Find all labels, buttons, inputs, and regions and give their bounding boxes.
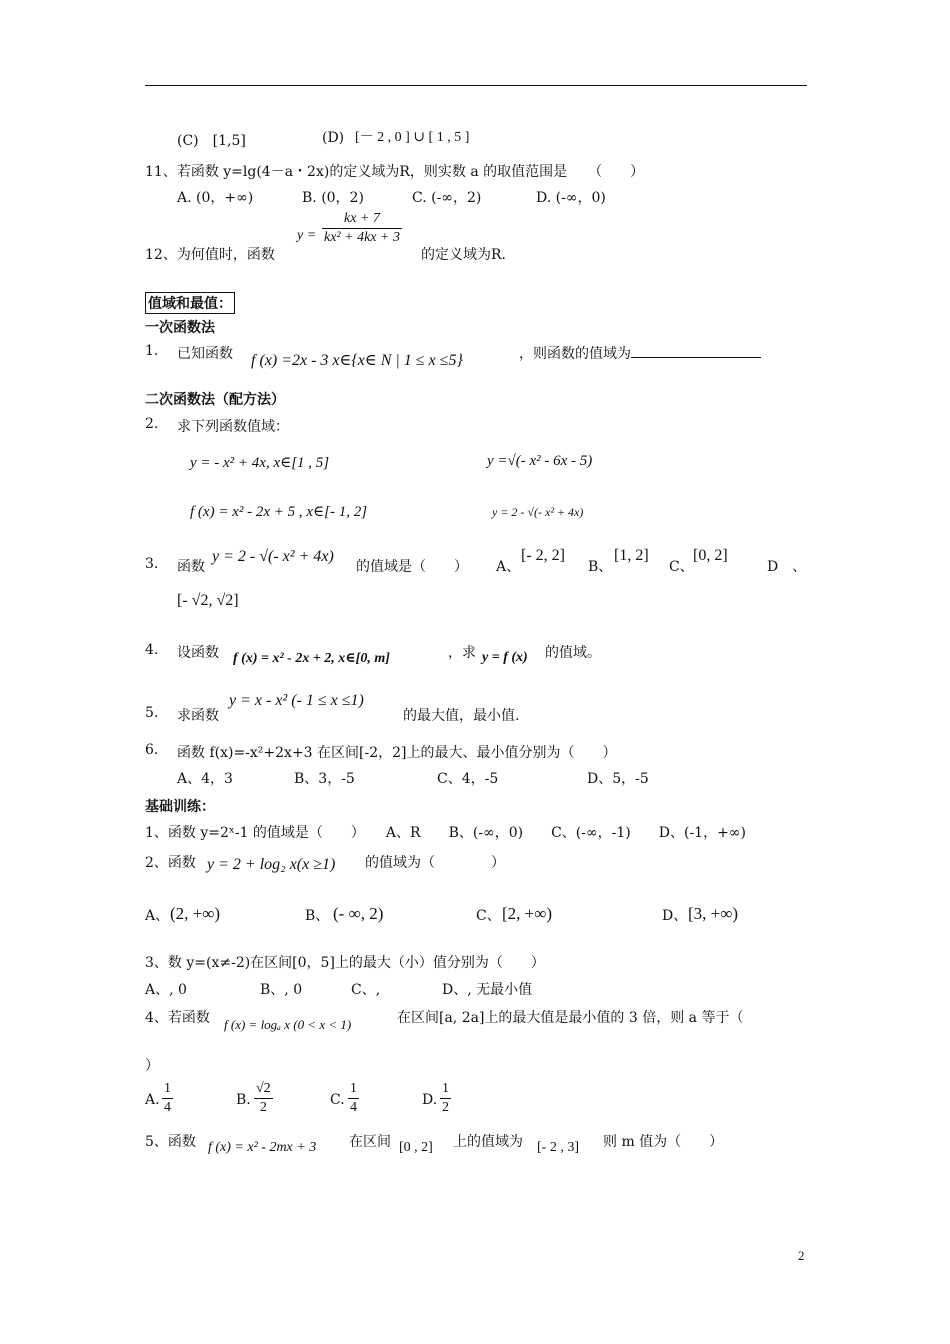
p3-prefix: 函数 [177,559,205,575]
p2-text: 求下列函数值域： [177,419,289,435]
section-linear-heading: 一次函数法 [145,320,215,336]
b5-interval-1: [0 , 2] [399,1140,433,1155]
b4-option-c-label: C. [330,1092,345,1108]
p1-suffix: ，则函数的值域为 [519,343,761,363]
p6-option-a: A、4，3 [177,771,233,787]
p3-option-d: [- √2, √2] [177,592,239,609]
q11-stem: 11、若函数 y=lg(4－a・2x)的定义域为R，则实数 a 的取值范围是 （ ） [145,164,645,180]
p4-math: f (x) = x² - 2x + 2, x∈[0, m] [233,651,390,666]
p2-expr-1: y = - x² + 4x, x∈[1 , 5] [190,455,330,471]
b2-option-c-label: C、 [476,908,501,924]
p3-option-a-label: A、 [496,559,521,575]
p3-option-a: [- 2, 2] [521,547,565,564]
section-basic-heading: 基础训练： [145,799,215,815]
b2-option-a-label: A、 [145,908,170,924]
p1-math: f (x) =2x - 3 x∈{x∈ N | 1 ≤ x ≤5} [251,352,463,369]
b3-stem: 3、数 y=(x≠-2)在区间[0，5]上的最大（小）值分别为（ ） [145,955,545,971]
section-quadratic-heading: 二次函数法（配方法） [145,392,285,408]
p6-option-c: C、4，-5 [437,771,499,787]
header-rule [145,85,807,86]
q12-numerator: kx + 7 [322,210,402,229]
q11-option-d: D. (-∞，0) [536,190,606,206]
q11-option-b: B. (0，2) [302,190,364,206]
p4-suffix: 的值域。 [545,645,601,661]
p4-math-2: y = f (x) [482,650,528,665]
p3-option-c-label: C、 [669,559,694,575]
b4-option-d-label: D. [422,1092,438,1108]
b2-math: y = 2 + log₂ x(x ≥1) [207,856,336,873]
q12-suffix: 的定义域为R. [421,247,506,263]
b2-option-d-label: D、 [662,908,688,924]
q10-option-c: (C) [1,5] [177,133,246,149]
b4-option-a: $\frac{1}{4}$ [164,1081,171,1115]
b4-option-d: $\frac{1}{2}$ [442,1081,449,1115]
p3-option-b-label: B、 [588,559,613,575]
b3-option-b: B、, 0 [260,982,303,998]
q12-prefix: 12、为何值时，函数 [145,247,275,263]
p5-suffix: 的最大值，最小值. [403,708,520,724]
b2-option-b: (- ∞, 2) [333,904,384,923]
b4-option-c: $\frac{1}{4}$ [350,1081,357,1115]
section-range-heading: 值域和最值： [145,292,235,314]
p2-expr-3: f (x) = x² - 2x + 5 , x∈[- 1, 2] [190,504,368,520]
b2-option-d: [3, +∞) [688,904,739,923]
b4-option-a-label: A. [145,1092,160,1108]
b5-middle-2: 上的值域为 [453,1134,523,1150]
p2-number: 2. [145,416,159,432]
b4-suffix: 在区间[a, 2a]上的最大值是最小值的 3 倍，则 a 等于（ [397,1010,744,1026]
q12-denominator: kx² + 4kx + 3 [324,230,400,245]
p4-prefix: 设函数 [177,645,219,661]
q10-option-d-label: (D) [322,130,345,146]
p1-answer-blank [631,343,761,358]
b1-text: 1、函数 y=2ˣ-1 的值域是（ ） A、R B、(-∞，0) C、(-∞，-1) D、(-1，+∞) [145,825,746,841]
b5-interval-2: [- 2 , 3] [537,1140,579,1155]
p3-suffix: 的值域是（ ） [356,559,468,575]
q11-option-a: A. (0，+∞) [177,190,254,206]
p3-option-d-label: D 、 [767,559,807,575]
b2-option-b-label: B、 [305,908,330,924]
p6-option-b: B、3，-5 [294,771,355,787]
b4-prefix: 4、若函数 [145,1010,210,1026]
q12-fraction [322,210,402,247]
b2-option-c: [2, +∞) [502,904,553,923]
p4-middle: ，求 [448,645,476,661]
b4-option-b-label: B. [236,1092,251,1108]
b3-option-a: A、, 0 [145,982,187,998]
b4-math: f (x) = logₐ x (0 < x < 1) [224,1017,352,1032]
b2-option-a: (2, +∞) [170,904,221,923]
p6-text: 函数 f(x)=-x²+2x+3 在区间[-2，2]上的最大、最小值分别为（ ） [177,745,617,761]
p2-expr-2: y =√(- x² - 6x - 5) [487,453,593,469]
p4-number: 4. [145,642,159,658]
q11-option-c: C. (-∞，2) [412,190,482,206]
p3-math: y = 2 - √(- x² + 4x) [212,548,334,565]
p5-number: 5. [145,705,159,721]
p1-prefix: 已知函数 [177,346,233,362]
p1-number: 1. [145,343,159,359]
p3-option-b: [1, 2] [614,547,649,564]
p5-prefix: 求函数 [177,708,219,724]
b2-prefix: 2、函数 [145,855,196,871]
b5-prefix: 5、函数 [145,1134,196,1150]
b3-option-d: D、, 无最小值 [442,982,533,998]
b2-suffix: 的值域为（ ） [365,855,505,871]
b5-suffix: 则 m 值为（ ） [603,1134,724,1150]
q12-y: y = [297,228,317,243]
page-number: 2 [798,1248,805,1263]
q10-option-d-math: [－ 2 , 0 ] ∪ [ 1 , 5 ] [355,130,470,145]
p3-option-c: [0, 2] [693,547,728,564]
b5-math: f (x) = x² - 2mx + 3 [208,1140,317,1155]
p2-expr-4: y = 2 - √(- x² + 4x) [492,505,584,519]
p6-number: 6. [145,742,159,758]
b3-option-c: C、, [351,982,381,998]
b4-close-paren: ） [145,1058,159,1074]
p6-option-d: D、5，-5 [587,771,649,787]
b4-option-b: $\frac{√2}{2}$ [256,1081,271,1115]
p3-number: 3. [145,556,159,572]
p5-math: y = x - x² (- 1 ≤ x ≤1) [229,692,364,709]
b5-middle: 在区间 [349,1134,391,1150]
